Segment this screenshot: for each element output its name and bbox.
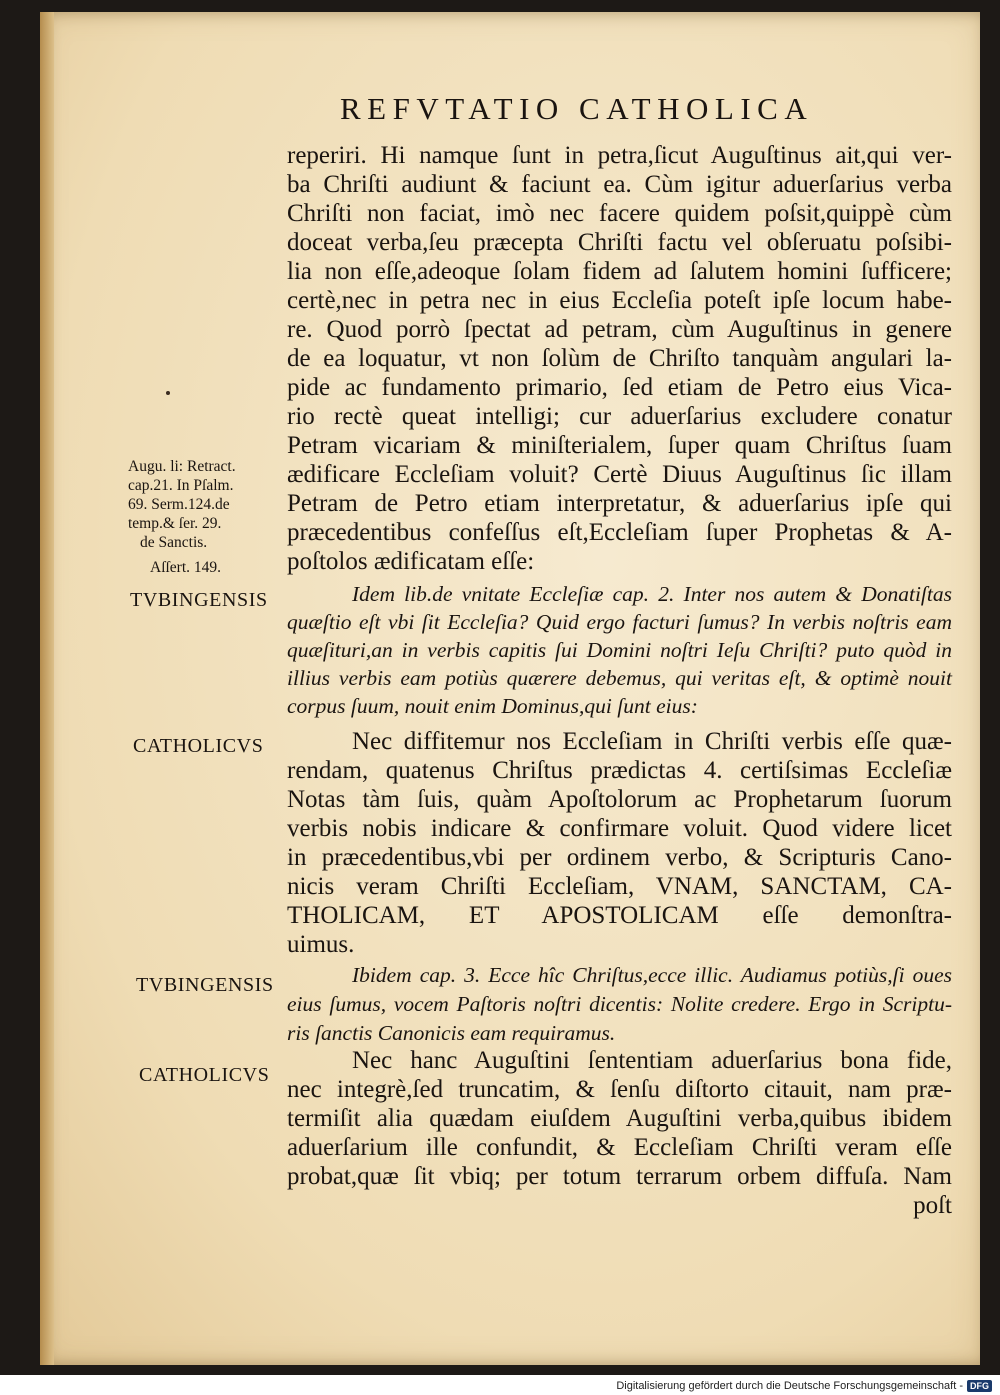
text-line: rio rectè queat intelligi; cur aduerſarius excludere conatur xyxy=(287,403,952,430)
text-line: Notas tàm ſuis, quàm Apoſtolorum ac Prophetarum ſuorum xyxy=(287,786,952,813)
text-line: Chriſti non faciat, imò nec facere quidem poſsit,quippè cùm xyxy=(287,200,952,227)
speaker-label: CATHOLICVS xyxy=(133,735,264,757)
text-line: re. Quod porrò ſpectat ad petram, cùm Auguſtinus in genere xyxy=(287,316,952,343)
text-line: Nec diffitemur nos Eccleſiam in Chriſti verbis eſſe quæ- xyxy=(352,728,952,755)
text-line: poſtolos ædificatam eſſe: xyxy=(287,548,535,575)
speaker-label: TVBINGENSIS xyxy=(130,589,268,611)
margin-note: Augu. li: Retract. xyxy=(128,458,236,475)
text-line: in præcedentibus,vbi per ordinem verbo, & Scripturis Cano- xyxy=(287,844,952,871)
quote-line: eius ſumus, vocem Paſtoris noſtri dicentis: Nolite credere. Ergo in Scriptu- xyxy=(287,992,952,1016)
page-edge xyxy=(40,12,54,1365)
margin-mark xyxy=(166,391,170,395)
text-line: Petram de Petro etiam interpretatur, & aduerſarius ipſe qui xyxy=(287,490,952,517)
text-line: ædificare Eccleſiam voluit? Certè Diuus Auguſtinus ſic illam xyxy=(287,461,952,488)
text-line: lia non eſſe,adeoque ſolam fidem ad ſalutem homini ſufficere; xyxy=(287,258,952,285)
quote-line: quæſituri,an in verbis capitis ſui Domini noſtri Ieſu Chriſti? puto quòd in xyxy=(287,638,952,662)
text-line: certè,nec in petra nec in eius Eccleſia poteſt ipſe locum habe- xyxy=(287,287,952,314)
text-line: verbis nobis indicare & confirmare voluit. Quod videre licet xyxy=(287,815,952,842)
text-line: Nec hanc Auguſtini ſententiam aduerſarius bona fide, xyxy=(352,1047,952,1074)
margin-note: cap.21. In Pſalm. xyxy=(128,477,234,494)
text-line: aduerſarium ille confundit, & Eccleſiam Chriſti veram eſſe xyxy=(287,1134,952,1161)
text-line: nicis veram Chriſti Eccleſiam, VNAM, SANCTAM, CA- xyxy=(287,873,952,900)
running-head: REFVTATIO CATHOLICA xyxy=(340,91,814,126)
digitization-footer xyxy=(616,1377,992,1395)
quote-line: corpus ſuum, nouit enim Dominus,qui ſunt eius: xyxy=(287,694,698,718)
text-line: nec integrè,ſed truncatim, & ſenſu diſtorto citauit, nam præ- xyxy=(287,1076,952,1103)
text-line: termiſit alia quædam eiuſdem Auguſtini verba,quibus ibidem xyxy=(287,1105,952,1132)
quote-line: ris ſanctis Canonicis eam requiramus. xyxy=(287,1021,616,1045)
quote-line: Ibidem cap. 3. Ecce hîc Chriſtus,ecce illic. Audiamus potiùs,ſi oues xyxy=(352,963,952,987)
speaker-label: CATHOLICVS xyxy=(139,1064,270,1086)
quote-line: Idem lib.de vnitate Eccleſiæ cap. 2. Inter nos autem & Donatiſtas xyxy=(352,582,952,606)
quote-line: illius verbis eam potiùs quærere debemus, qui veritas eſt, & optimè nouit xyxy=(287,666,952,690)
text-line: pide ac fundamento primario, ſed etiam de Petro eius Vica- xyxy=(287,374,952,401)
text-line: præcedentibus confeſſus eſt,Eccleſiam ſuper Prophetas & A- xyxy=(287,519,952,546)
speaker-label: TVBINGENSIS xyxy=(136,974,274,996)
margin-note: temp.& ſer. 29. xyxy=(128,515,222,532)
text-line: probat,quæ ſit vbiq; per totum terrarum orbem diffuſa. Nam xyxy=(287,1163,952,1190)
text-line: uimus. xyxy=(287,931,355,958)
margin-note: 69. Serm.124.de xyxy=(128,496,230,513)
margin-note: Aſſert. 149. xyxy=(150,559,222,576)
footer-text: Digitalisierung gefördert durch die Deutsche Forschungsgemeinschaft - xyxy=(616,1380,963,1392)
text-line: THOLICAM, ET APOSTOLICAM eſſe demonſtra- xyxy=(287,902,952,929)
quote-line: quæſtio eſt vbi ſit Eccleſia? Quid ergo facturi ſumus? In verbis noſtris eam xyxy=(287,610,952,634)
text-line: de ea loquatur, vt non ſolùm de Chriſto tanquàm angulari la- xyxy=(287,345,952,372)
margin-note: de Sanctis. xyxy=(140,534,208,551)
catchword: poſt xyxy=(913,1192,952,1219)
text-line: reperiri. Hi namque ſunt in petra,ſicut Auguſtinus ait,qui ver- xyxy=(287,142,952,169)
dfg-logo-icon: DFG xyxy=(967,1380,992,1392)
text-line: Petram vicariam & miniſterialem, ſuper quam Chriſtus ſuam xyxy=(287,432,952,459)
text-line: ba Chriſti audiunt & faciunt ea. Cùm igitur aduerſarius verba xyxy=(287,171,952,198)
text-line: rendam, quatenus Chriſtus prædictas 4. certiſsimas Eccleſiæ xyxy=(287,757,952,784)
text-line: doceat verba,ſeu præcepta Chriſti factu vel obſeruatu poſsibi- xyxy=(287,229,952,256)
